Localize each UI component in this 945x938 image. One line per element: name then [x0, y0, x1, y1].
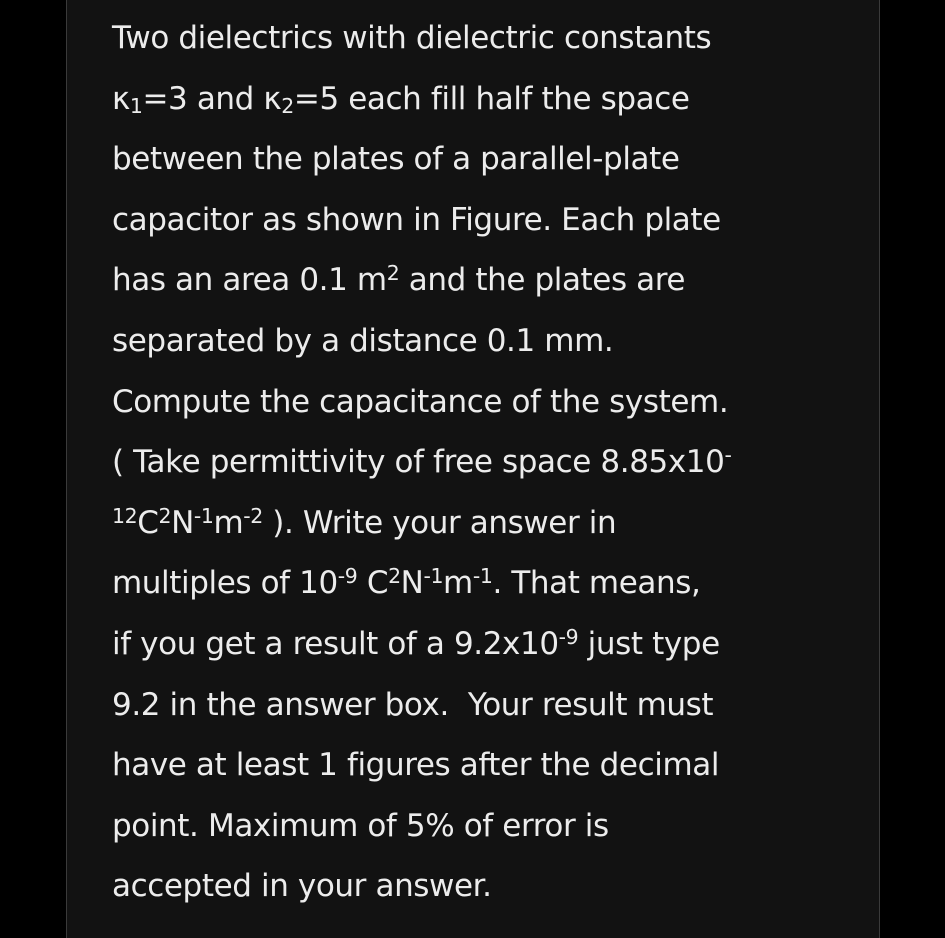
question-line-6 — [112, 311, 842, 372]
superscript: -9 — [337, 564, 358, 589]
question-text-fragment: and the plates are — [399, 262, 686, 299]
question-text-fragment: has an area 0.1 m — [112, 262, 387, 299]
question-text-fragment: Two dielectrics with dielectric constants — [112, 20, 712, 56]
question-line-2 — [112, 69, 842, 130]
question-text-fragment: between the plates of a parallel-plate — [112, 141, 680, 178]
superscript: -1 — [423, 564, 444, 589]
question-text-fragment: C — [357, 565, 389, 602]
question-text — [112, 8, 842, 917]
question-text-fragment: ). Write your answer in — [262, 504, 617, 541]
question-text-fragment: accepted in your answer. — [112, 868, 492, 905]
question-text-fragment: C — [137, 504, 159, 541]
question-text-fragment: N — [171, 504, 194, 541]
question-text-fragment: just type — [578, 625, 720, 662]
question-text-fragment: N — [400, 565, 424, 602]
superscript: -2 — [243, 503, 263, 528]
question-text-fragment: =3 and κ — [142, 80, 282, 117]
superscript: - — [724, 442, 732, 467]
question-text-fragment: =5 each fill half the space — [293, 80, 690, 117]
question-text-fragment: if you get a result of a 9.2x10 — [112, 625, 559, 662]
question-line-9 — [112, 493, 842, 554]
question-text-fragment: capacitor as shown in Figure. Each plate — [112, 201, 721, 238]
question-line-14 — [112, 796, 842, 857]
question-text-fragment: ( Take permittivity of free space 8.85x10 — [112, 444, 725, 481]
question-line-7 — [112, 372, 842, 433]
question-text-fragment: separated by a distance 0.1 mm. — [112, 322, 614, 359]
question-text-fragment: κ — [112, 80, 130, 117]
question-text-fragment: have at least 1 figures after the decimal — [112, 747, 720, 784]
superscript: 12 — [112, 503, 138, 528]
superscript: 2 — [388, 564, 401, 589]
question-line-11 — [112, 614, 842, 675]
question-line-3 — [112, 129, 842, 190]
question-text-fragment: . That means, — [492, 565, 701, 602]
question-text-fragment: point. Maximum of 5% of error is — [112, 807, 609, 844]
superscript: -1 — [193, 503, 214, 528]
question-line-5 — [112, 250, 842, 311]
subscript: 1 — [129, 94, 143, 119]
question-text-fragment: multiples of 10 — [112, 565, 338, 602]
question-text-fragment: m — [443, 565, 473, 602]
question-line-1 — [112, 8, 842, 69]
superscript: 2 — [386, 261, 400, 286]
question-line-10 — [112, 553, 842, 614]
question-text-fragment: m — [213, 504, 244, 541]
superscript: 2 — [158, 503, 172, 528]
question-line-8 — [112, 432, 842, 493]
question-line-15 — [112, 856, 842, 917]
superscript: -9 — [558, 624, 579, 649]
superscript: -1 — [472, 564, 493, 589]
question-text-fragment: Compute the capacitance of the system. — [112, 383, 729, 420]
question-text-fragment: 9.2 in the answer box. Your result must — [112, 686, 714, 723]
question-line-12 — [112, 675, 842, 736]
question-line-13 — [112, 735, 842, 796]
question-line-4 — [112, 190, 842, 251]
subscript: 2 — [281, 94, 294, 119]
